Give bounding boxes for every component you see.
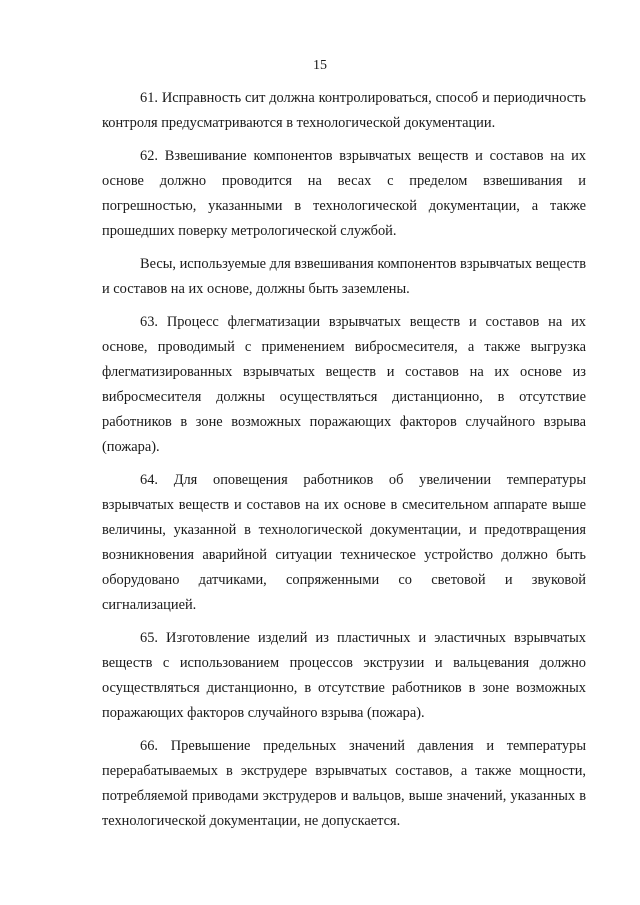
- paragraph-scales: Весы, используемые для взвешивания компонентов взрывчатых веществ и составов на их основе, должны быть заземлены.: [102, 256, 587, 297]
- page-number: 15: [313, 58, 327, 73]
- paragraph-62: 62. Взвешивание компонентов взрывчатых веществ и составов на их основе должно проводится на весах с пределом взвешивания и погрешностью, указанными в технологической документации, а также прошедших поверку метрологической службой.: [102, 148, 586, 239]
- document-body: [102, 86, 586, 842]
- paragraph-61: 61. Исправность сит должна контролироваться, способ и периодичность контроля предусматриваются в технологической документации.: [102, 90, 586, 131]
- paragraph-66: 66. Превышение предельных значений давления и температуры перерабатываемых в экструдере взрывчатых составов, а также мощности, потребляемой приводами экструдеров и вальцов, выше значений, указанных в технологической документации, не допускается.: [102, 738, 586, 829]
- paragraph-65: 65. Изготовление изделий из пластичных и эластичных взрывчатых веществ с использованием процессов экструзии и вальцевания должно осуществляться дистанционно, в отсутствие работников в зоне возможных поражающих факторов случайного взрыва (пожара).: [102, 630, 586, 721]
- paragraph-64: 64. Для оповещения работников об увеличении температуры взрывчатых веществ и составов на их основе в смесительном аппарате выше величины, указанной в технологической документации, и предотвращения возникновения аварийной ситуации техническое устройство должно быть оборудовано датчиками, сопряженными со световой и звуковой сигнализацией.: [102, 472, 586, 613]
- paragraph-63: 63. Процесс флегматизации взрывчатых веществ и составов на их основе, проводимый с применением вибросмесителя, а также выгрузка флегматизированных взрывчатых веществ и составов на их основе из вибросмесителя должны осуществляться дистанционно, в отсутствие работников в зоне возможных поражающих факторов случайного взрыва (пожара).: [102, 314, 586, 455]
